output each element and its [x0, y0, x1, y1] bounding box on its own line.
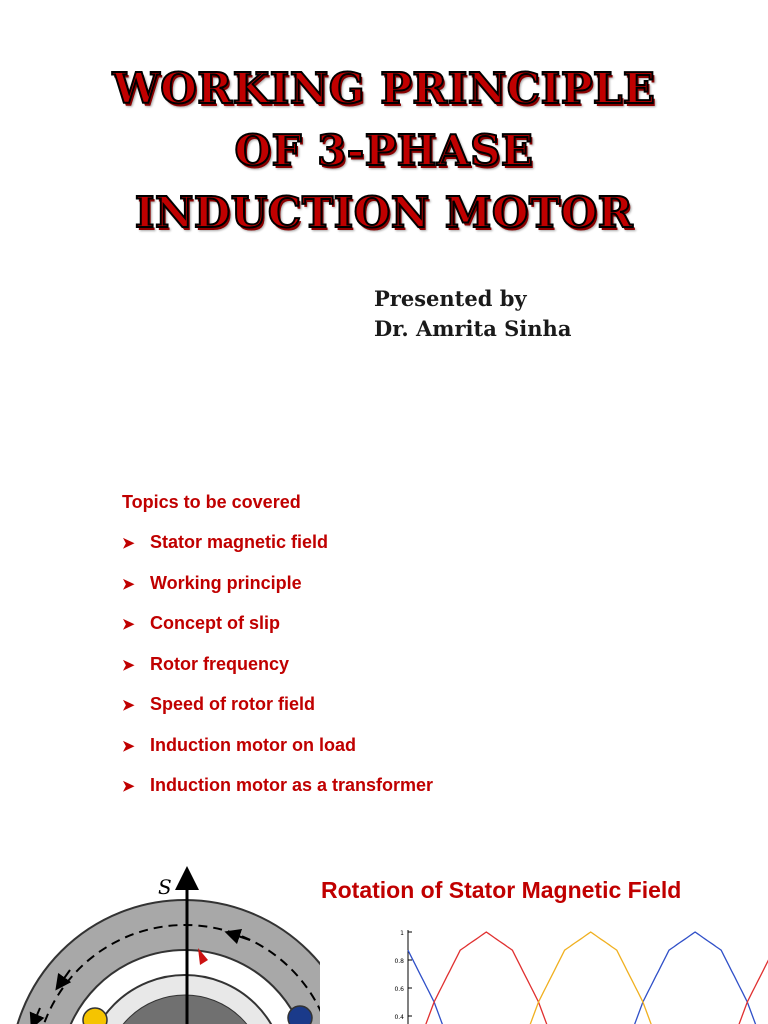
- y-tick-label: 0.4: [394, 1014, 404, 1021]
- rotation-title: Rotation of Stator Magnetic Field: [321, 877, 682, 903]
- phase-wave-line: [408, 932, 768, 1024]
- topic-label: Speed of rotor field: [150, 694, 316, 714]
- topic-item: [122, 573, 433, 614]
- topic-label: Stator magnetic field: [150, 532, 329, 552]
- y-tick-label: 1: [400, 930, 404, 937]
- topic-label: Working principle: [150, 572, 302, 593]
- topic-label: Induction motor on load: [150, 734, 356, 755]
- motor-diagram: [0, 850, 320, 1024]
- title-line-2: OF 3-PHASE: [234, 126, 534, 175]
- topic-item: [122, 694, 433, 735]
- title-slide: [0, 0, 768, 440]
- topic-item: [122, 775, 433, 816]
- topic-item: [122, 654, 433, 695]
- topic-item: [122, 613, 433, 654]
- topic-label: Induction motor as a transformer: [150, 775, 434, 795]
- y-tick-label: 0.8: [394, 958, 404, 965]
- topics-slide: [0, 470, 768, 830]
- arrow-bullet-icon: ➤: [122, 616, 135, 633]
- presenter-block: [374, 284, 571, 344]
- topics-heading: Topics to be covered: [122, 492, 301, 512]
- topic-label: Concept of slip: [150, 613, 280, 633]
- arrow-bullet-icon: ➤: [122, 697, 135, 714]
- y-tick-label: 0.6: [394, 986, 404, 993]
- title-line-3: INDUCTION MOTOR: [134, 188, 634, 237]
- arrow-bullet-icon: ➤: [122, 535, 135, 552]
- topic-list: [122, 532, 433, 816]
- phase-wave-chart: [384, 930, 768, 1024]
- title-line-1: WORKING PRINCIPLE: [112, 64, 656, 113]
- slide-title: [0, 58, 768, 244]
- arrow-bullet-icon: ➤: [122, 737, 135, 755]
- arrow-bullet-icon: ➤: [122, 778, 135, 795]
- blue-conductor: [288, 1006, 312, 1024]
- presenter-label: Presented by: [374, 286, 527, 311]
- topic-item: [122, 532, 433, 573]
- topic-item: [122, 735, 433, 776]
- arrow-bullet-icon: ➤: [122, 656, 135, 674]
- wave-series-group: [408, 932, 768, 1024]
- topic-label: Rotor frequency: [150, 653, 290, 674]
- rotation-slide: [0, 850, 768, 1024]
- arrow-bullet-icon: ➤: [122, 575, 135, 593]
- field-label: S: [158, 875, 172, 899]
- presenter-name: Dr. Amrita Sinha: [374, 316, 572, 341]
